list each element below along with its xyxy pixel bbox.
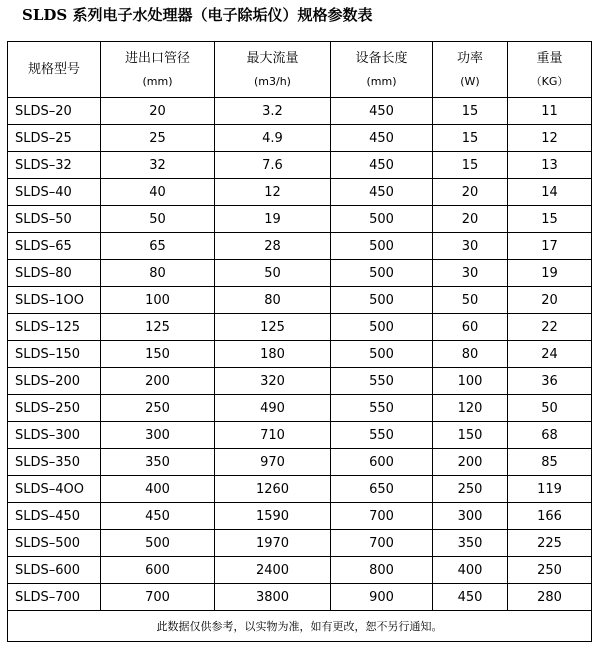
cell-length: 700	[331, 530, 433, 557]
cell-weight: 14	[508, 179, 592, 206]
cell-model: SLDS–500	[8, 530, 101, 557]
cell-power: 60	[433, 314, 508, 341]
table-row	[8, 395, 592, 422]
cell-pipe-diameter: 150	[101, 341, 215, 368]
cell-power: 50	[433, 287, 508, 314]
cell-pipe-diameter: 20	[101, 98, 215, 125]
cell-power: 80	[433, 341, 508, 368]
header-cell-pipe-diameter	[101, 42, 215, 98]
cell-max-flow: 180	[215, 341, 331, 368]
cell-weight: 68	[508, 422, 592, 449]
cell-pipe-diameter: 200	[101, 368, 215, 395]
cell-model: SLDS–32	[8, 152, 101, 179]
cell-model: SLDS–450	[8, 503, 101, 530]
cell-power: 120	[433, 395, 508, 422]
cell-length: 500	[331, 233, 433, 260]
cell-weight: 50	[508, 395, 592, 422]
cell-length: 600	[331, 449, 433, 476]
cell-length: 500	[331, 314, 433, 341]
header-cell-model	[8, 42, 101, 98]
table-row	[8, 98, 592, 125]
cell-pipe-diameter: 250	[101, 395, 215, 422]
cell-model: SLDS–300	[8, 422, 101, 449]
cell-max-flow: 1260	[215, 476, 331, 503]
header-label: 重量	[536, 50, 563, 66]
cell-power: 15	[433, 98, 508, 125]
cell-pipe-diameter: 80	[101, 260, 215, 287]
cell-pipe-diameter: 350	[101, 449, 215, 476]
cell-pipe-diameter: 40	[101, 179, 215, 206]
cell-power: 400	[433, 557, 508, 584]
header-cell-power	[433, 42, 508, 98]
cell-power: 350	[433, 530, 508, 557]
table-row	[8, 422, 592, 449]
table-row	[8, 179, 592, 206]
header-cell-length	[331, 42, 433, 98]
cell-model: SLDS–200	[8, 368, 101, 395]
cell-length: 550	[331, 422, 433, 449]
cell-pipe-diameter: 500	[101, 530, 215, 557]
cell-model: SLDS–20	[8, 98, 101, 125]
cell-weight: 85	[508, 449, 592, 476]
header-unit: （KG）	[530, 74, 569, 88]
table-row	[8, 341, 592, 368]
table-row	[8, 287, 592, 314]
cell-weight: 24	[508, 341, 592, 368]
cell-weight: 20	[508, 287, 592, 314]
table-row	[8, 260, 592, 287]
cell-length: 500	[331, 260, 433, 287]
cell-max-flow: 28	[215, 233, 331, 260]
table-row	[8, 449, 592, 476]
header-label: 设备长度	[355, 50, 408, 66]
cell-length: 650	[331, 476, 433, 503]
header-unit: (m3/h)	[254, 74, 291, 88]
cell-pipe-diameter: 32	[101, 152, 215, 179]
cell-power: 30	[433, 233, 508, 260]
cell-pipe-diameter: 125	[101, 314, 215, 341]
table-header-row	[8, 42, 592, 98]
cell-model: SLDS–250	[8, 395, 101, 422]
table-row	[8, 557, 592, 584]
table-row	[8, 368, 592, 395]
cell-max-flow: 320	[215, 368, 331, 395]
cell-model: SLDS–350	[8, 449, 101, 476]
cell-weight: 17	[508, 233, 592, 260]
cell-model: SLDS–600	[8, 557, 101, 584]
cell-max-flow: 125	[215, 314, 331, 341]
cell-pipe-diameter: 50	[101, 206, 215, 233]
cell-weight: 166	[508, 503, 592, 530]
cell-power: 450	[433, 584, 508, 611]
cell-weight: 22	[508, 314, 592, 341]
header-label: 功率	[456, 50, 483, 66]
header-unit: (W)	[460, 74, 480, 88]
cell-model: SLDS–80	[8, 260, 101, 287]
cell-pipe-diameter: 700	[101, 584, 215, 611]
spec-table-body	[8, 42, 592, 642]
cell-max-flow: 80	[215, 287, 331, 314]
header-label: 进出口管径	[124, 50, 190, 66]
cell-length: 450	[331, 98, 433, 125]
cell-max-flow: 50	[215, 260, 331, 287]
cell-max-flow: 970	[215, 449, 331, 476]
cell-model: SLDS–40	[8, 179, 101, 206]
cell-weight: 225	[508, 530, 592, 557]
cell-length: 500	[331, 341, 433, 368]
table-row	[8, 206, 592, 233]
cell-pipe-diameter: 25	[101, 125, 215, 152]
cell-max-flow: 7.6	[215, 152, 331, 179]
cell-weight: 13	[508, 152, 592, 179]
cell-power: 300	[433, 503, 508, 530]
cell-length: 800	[331, 557, 433, 584]
cell-power: 30	[433, 260, 508, 287]
cell-weight: 15	[508, 206, 592, 233]
table-row	[8, 233, 592, 260]
cell-max-flow: 1970	[215, 530, 331, 557]
cell-max-flow: 12	[215, 179, 331, 206]
cell-weight: 11	[508, 98, 592, 125]
cell-pipe-diameter: 100	[101, 287, 215, 314]
header-label: 最大流量	[246, 50, 299, 66]
cell-weight: 12	[508, 125, 592, 152]
table-row	[8, 152, 592, 179]
cell-length: 450	[331, 152, 433, 179]
cell-model: SLDS–4OO	[8, 476, 101, 503]
cell-length: 450	[331, 179, 433, 206]
cell-length: 700	[331, 503, 433, 530]
cell-max-flow: 710	[215, 422, 331, 449]
cell-power: 150	[433, 422, 508, 449]
cell-max-flow: 3800	[215, 584, 331, 611]
cell-weight: 280	[508, 584, 592, 611]
cell-pipe-diameter: 450	[101, 503, 215, 530]
cell-max-flow: 3.2	[215, 98, 331, 125]
cell-model: SLDS–150	[8, 341, 101, 368]
table-row	[8, 125, 592, 152]
cell-max-flow: 4.9	[215, 125, 331, 152]
cell-weight: 36	[508, 368, 592, 395]
cell-max-flow: 19	[215, 206, 331, 233]
cell-model: SLDS–125	[8, 314, 101, 341]
cell-power: 200	[433, 449, 508, 476]
cell-power: 15	[433, 125, 508, 152]
cell-length: 500	[331, 206, 433, 233]
cell-weight: 119	[508, 476, 592, 503]
header-unit: (mm)	[142, 74, 173, 88]
cell-model: SLDS–65	[8, 233, 101, 260]
cell-model: SLDS–50	[8, 206, 101, 233]
cell-power: 100	[433, 368, 508, 395]
table-row	[8, 530, 592, 557]
cell-power: 250	[433, 476, 508, 503]
table-row	[8, 476, 592, 503]
cell-pipe-diameter: 65	[101, 233, 215, 260]
cell-power: 15	[433, 152, 508, 179]
header-cell-weight	[508, 42, 592, 98]
spec-table	[7, 41, 592, 642]
header-cell-max-flow	[215, 42, 331, 98]
page-title: SLDS 系列电子水处理器（电子除垢仪）规格参数表	[22, 6, 373, 24]
cell-max-flow: 1590	[215, 503, 331, 530]
cell-max-flow: 2400	[215, 557, 331, 584]
table-row	[8, 503, 592, 530]
cell-length: 550	[331, 395, 433, 422]
cell-length: 550	[331, 368, 433, 395]
cell-model: SLDS–700	[8, 584, 101, 611]
header-label: 规格型号	[27, 61, 80, 77]
table-row	[8, 314, 592, 341]
cell-weight: 250	[508, 557, 592, 584]
cell-pipe-diameter: 300	[101, 422, 215, 449]
cell-length: 900	[331, 584, 433, 611]
cell-length: 450	[331, 125, 433, 152]
cell-model: SLDS–1OO	[8, 287, 101, 314]
table-footer-row	[8, 611, 592, 642]
table-row	[8, 584, 592, 611]
cell-power: 20	[433, 179, 508, 206]
cell-max-flow: 490	[215, 395, 331, 422]
cell-model: SLDS–25	[8, 125, 101, 152]
cell-length: 500	[331, 287, 433, 314]
cell-pipe-diameter: 600	[101, 557, 215, 584]
cell-weight: 19	[508, 260, 592, 287]
header-unit: (mm)	[366, 74, 397, 88]
footer-note: 此数据仅供参考，以实物为准，如有更改，恕不另行通知。	[8, 611, 592, 642]
cell-power: 20	[433, 206, 508, 233]
cell-pipe-diameter: 400	[101, 476, 215, 503]
